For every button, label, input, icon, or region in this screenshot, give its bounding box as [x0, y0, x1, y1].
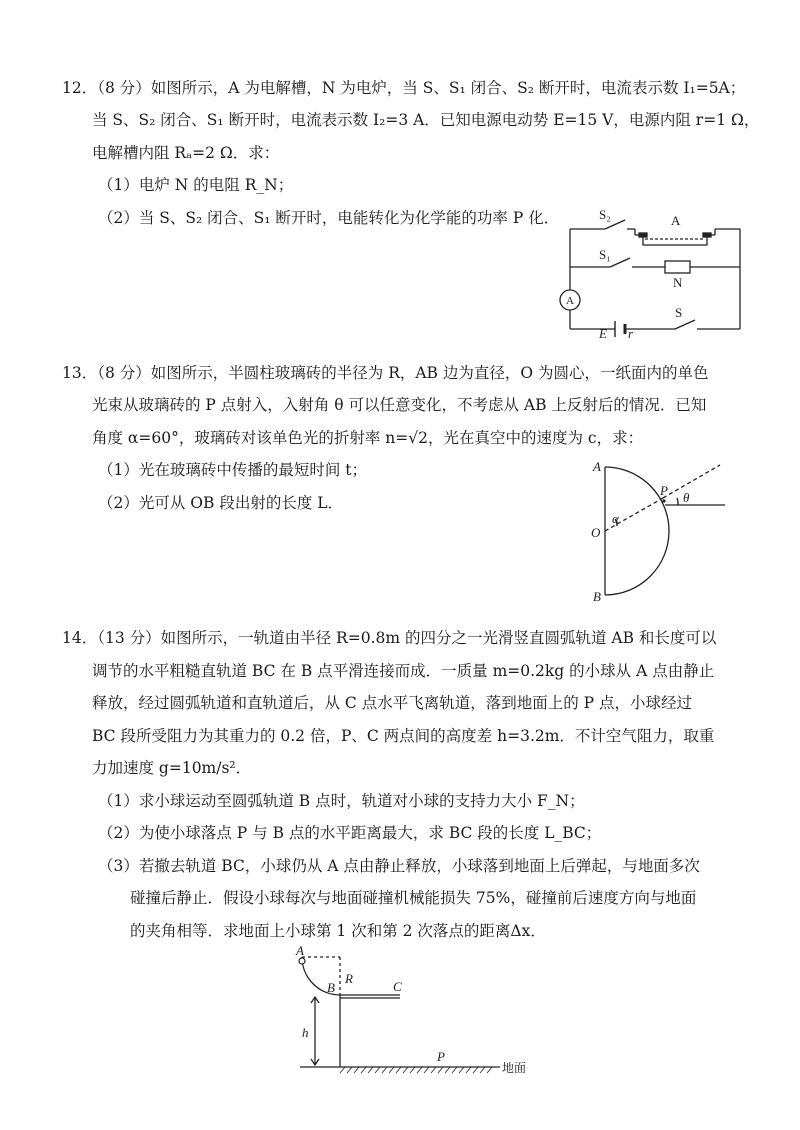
q12-line-4: （1）电炉 N 的电阻 R_N； — [98, 176, 294, 194]
switch-s-blade — [675, 320, 695, 329]
q14-line-7: （2）为使小球落点 P 与 B 点的水平距离最大，求 BC 段的长度 L_BC； — [98, 824, 602, 842]
circuit-diagram — [555, 205, 755, 345]
q14-line-6: （1）求小球运动至圆弧轨道 B 点时，轨道对小球的支持力大小 F_N； — [98, 792, 585, 810]
label-b: B — [327, 980, 335, 995]
q13-line-5: （2）光可从 OB 段出射的长度 L． — [98, 494, 344, 512]
ball-at-a — [299, 958, 305, 964]
q14-line-10: 的夹角相等．求地面上小球第 1 次和第 2 次落点的距离Δx． — [130, 922, 546, 940]
label-heater: N — [673, 275, 683, 290]
label-p: P — [660, 483, 668, 498]
label-s1: S₁ — [599, 247, 611, 262]
q13-line-4: （1）光在玻璃砖中传播的最短时间 t； — [98, 461, 368, 479]
label-s2: S₂ — [599, 207, 611, 222]
q12-line-3: 电解槽内阻 Rₐ=2 Ω．求： — [92, 144, 280, 162]
electrolyzer-tank — [639, 233, 711, 245]
label-a: A — [593, 459, 601, 474]
q13-line-1: 13．（8 分）如图所示，半圆柱玻璃砖的半径为 R，AB 边为直径，O 为圆心，一纸面内的单色 — [62, 364, 709, 382]
label-electrolyzer: A — [671, 213, 681, 228]
track-diagram — [290, 945, 540, 1085]
label-switch-s: S — [675, 305, 683, 320]
q14-line-2: 调节的水平粗糙直轨道 BC 在 B 点平滑连接而成．一质量 m=0.2kg 的小球从 A 点由静止 — [92, 662, 715, 680]
q13-line-3: 角度 α=60°，玻璃砖对该单色光的折射率 n=√2，光在真空中的速度为 c，求： — [92, 429, 644, 447]
label-r: R — [345, 971, 353, 986]
q14-line-1: 14．（13 分）如图所示，一轨道由半径 R=0.8m 的四分之一光滑竖直圆弧轨道 AB 和长度可以 — [62, 629, 717, 647]
label-emf: E — [599, 326, 607, 341]
q14-line-8: （3）若撤去轨道 BC，小球仍从 A 点由静止释放，小球落到地面上后弹起，与地面多次 — [98, 857, 700, 875]
q13-line-2: 光束从玻璃砖的 P 点射入，入射角 θ 可以任意变化，不考虑从 AB 上反射后的情况．已知 — [92, 396, 707, 414]
point-p-dot — [662, 499, 665, 502]
label-a: A — [296, 943, 304, 958]
battery-symbol — [615, 321, 625, 337]
label-theta: θ — [683, 490, 690, 505]
label-b: B — [593, 589, 601, 604]
heater-resistor — [665, 261, 690, 273]
label-o: O — [591, 525, 601, 540]
label-alpha: α — [612, 511, 619, 526]
q12-line-2: 当 S、S₂ 闭合、S₁ 断开时，电流表示数 I₂=3 A．已知电源电动势 E=15 V，电源内阻 r=1 Ω， — [92, 111, 760, 129]
q12-line-1: 12．（8 分）如图所示，A 为电解槽，N 为电炉，当 S、S₁ 闭合、S₂ 断开时，电流表示数 I₁=5A； — [62, 79, 746, 97]
q14-line-3: 释放，经过圆弧轨道和直轨道后，从 C 点水平飞离轨道，落到地面上的 P 点，小球经过 — [92, 694, 692, 712]
switch-s1-blade — [610, 258, 630, 267]
glass-brick-diagram — [585, 455, 785, 605]
label-c: C — [393, 979, 402, 994]
q14-line-5: 力加速度 g=10m/s²． — [92, 759, 252, 777]
label-p: P — [437, 1049, 445, 1064]
q12-line-5: （2）当 S、S₂ 闭合、S₁ 断开时，电能转化为化学能的功率 P 化． — [98, 209, 560, 227]
q14-line-4: BC 段所受阻力为其重力的 0.2 倍，P、C 两点间的高度差 h=3.2m．不计空气阻力，取重 — [92, 727, 715, 745]
label-ground: 地面 — [502, 1061, 527, 1075]
label-h: h — [302, 1025, 309, 1040]
label-internal-r: r — [628, 326, 634, 341]
q14-line-9: 碰撞后静止．假设小球每次与地面碰撞机械能损失 75%，碰撞前后速度方向与地面 — [130, 889, 697, 907]
label-ammeter: A — [566, 295, 574, 307]
